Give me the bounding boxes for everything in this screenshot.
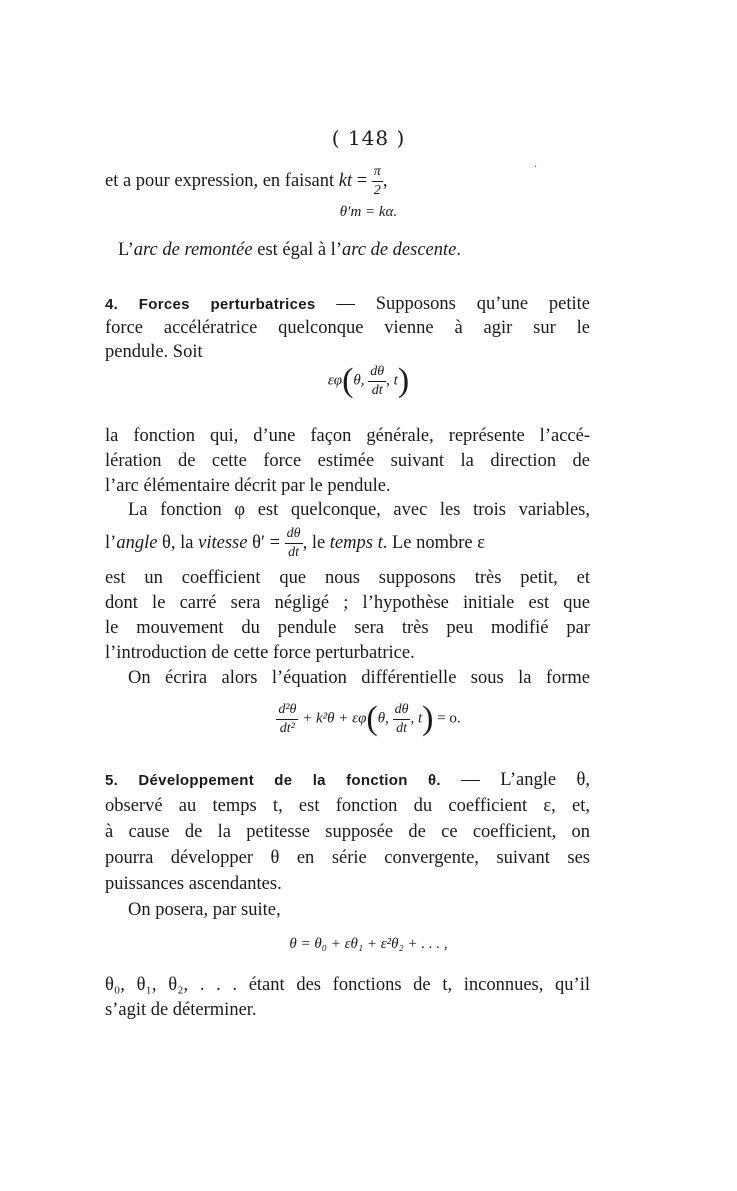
intro-frac-den: 2 bbox=[373, 183, 381, 198]
section4-line2: force accélératrice quelconque vienne à agir sur le bbox=[105, 318, 590, 338]
l5-vitesse: vitesse bbox=[198, 532, 248, 553]
eq2-post: , t bbox=[386, 372, 398, 389]
l5-num: dθ bbox=[285, 527, 303, 544]
arc-end: . bbox=[456, 240, 461, 260]
eq3-den1: dt² bbox=[279, 720, 295, 736]
l5-c: θ′ = bbox=[247, 532, 285, 553]
para1-line5 bbox=[105, 527, 590, 560]
closing-line1: θ₀, θ₁, θ₂, . . . étant des fonctions de t, inconnues, qu’il bbox=[105, 975, 590, 995]
l5-angle: angle bbox=[116, 532, 158, 553]
section5-line3: à cause de la petitesse supposée de ce coefficient, on bbox=[105, 822, 590, 842]
section5-heading: 5. Développement de la fonction θ. bbox=[105, 772, 441, 789]
eq3-mid: + k²θ + εφ bbox=[302, 710, 367, 727]
intro-line bbox=[105, 165, 590, 198]
l5-temps: temps t bbox=[329, 532, 383, 553]
l5-e: . Le nombre ε bbox=[382, 532, 486, 553]
para1-line1: la fonction qui, d’une façon générale, représente l’accé- bbox=[105, 426, 590, 446]
eq3-paren-open: ( bbox=[366, 700, 378, 737]
eq3-fraction1 bbox=[276, 703, 298, 736]
eq2-pre: εφ bbox=[327, 372, 343, 389]
section5-line6: On posera, par suite, bbox=[128, 900, 281, 920]
section4-line1 bbox=[105, 292, 590, 317]
section4-line3: pendule. Soit bbox=[105, 342, 203, 362]
eq2-theta: θ, bbox=[353, 372, 365, 389]
eq2-paren-open: ( bbox=[342, 362, 354, 399]
arc-sentence bbox=[118, 238, 603, 262]
section4-line1-rest: Supposons qu’une petite bbox=[375, 294, 591, 314]
eq3-den2: dt bbox=[396, 720, 407, 736]
intro-eq: = bbox=[356, 170, 368, 191]
eq3-paren-close: ) bbox=[422, 700, 434, 737]
section5-line1-rest: — L’angle θ, bbox=[461, 770, 590, 790]
equation-differential bbox=[0, 700, 737, 738]
section5-line2: observé au temps t, est fonction du coefficient ε, et, bbox=[105, 796, 590, 816]
intro-text: et a pour expression, en faisant bbox=[105, 170, 335, 191]
equation-epsilon-phi bbox=[0, 362, 737, 400]
section5-line5: puissances ascendantes. bbox=[105, 874, 282, 894]
l5-den: dt bbox=[288, 545, 300, 560]
eq2-fraction bbox=[368, 365, 386, 398]
para1-line6: est un coefficient que nous supposons très petit, et bbox=[105, 568, 590, 588]
equation-theta-max bbox=[0, 204, 737, 221]
arc-descente: arc de descente bbox=[341, 240, 457, 260]
eq1-text: θ′m = kα. bbox=[339, 204, 398, 220]
intro-fraction bbox=[372, 165, 383, 198]
equation-series bbox=[0, 936, 737, 953]
para1-line9: l’introduction de cette force perturbatrice. bbox=[105, 643, 415, 663]
section5-line1 bbox=[105, 768, 590, 793]
l5-d: , le bbox=[302, 532, 330, 553]
para1-line8: le mouvement du pendule sera très peu modifié par bbox=[105, 618, 590, 638]
arc-remontee: arc de remontée bbox=[133, 240, 253, 260]
eq3-theta: θ, bbox=[377, 710, 389, 727]
para1-line3: l’arc élémentaire décrit par le pendule. bbox=[105, 476, 391, 496]
eq3-num1: d²θ bbox=[276, 703, 298, 720]
para1-line10: On écrira alors l’équation différentielle sous la forme bbox=[128, 668, 590, 688]
para1-line2: lération de cette force estimée suivant la direction de bbox=[105, 451, 590, 471]
eq3-end: = o. bbox=[437, 710, 461, 727]
arc-mid: est égal à l’ bbox=[252, 240, 342, 260]
intro-frac-num: π bbox=[372, 165, 383, 182]
l5-a: l’ bbox=[105, 532, 117, 553]
section5-line4: pourra développer θ en série convergente, suivant ses bbox=[105, 848, 590, 868]
closing-line2: s’agit de déterminer. bbox=[105, 1000, 257, 1020]
eq3-post: , t bbox=[410, 710, 423, 727]
l5-fraction bbox=[285, 527, 303, 560]
para1-line7: dont le carré sera négligé ; l’hypothèse initiale est que bbox=[105, 593, 590, 613]
eq3-num2: dθ bbox=[393, 703, 411, 720]
section4-heading: 4. Forces perturbatrices bbox=[105, 296, 316, 313]
section4-dash: — bbox=[315, 294, 376, 314]
eq2-num: dθ bbox=[368, 365, 386, 382]
eq2-paren-close: ) bbox=[397, 362, 410, 399]
eq3-fraction2 bbox=[393, 703, 411, 736]
eq2-den: dt bbox=[371, 382, 383, 398]
l5-b: θ, la bbox=[157, 532, 199, 553]
eq4-text: θ = θ₀ + εθ₁ + ε²θ₂ + . . . , bbox=[289, 936, 448, 952]
arc-pre: L’ bbox=[118, 240, 134, 260]
page-number: ( 148 ) bbox=[331, 126, 406, 150]
para1-line4: La fonction φ est quelconque, avec les trois variables, bbox=[128, 500, 590, 520]
intro-kt: kt bbox=[338, 170, 353, 191]
intro-trail: , bbox=[382, 170, 388, 191]
print-speck: · bbox=[534, 162, 538, 173]
